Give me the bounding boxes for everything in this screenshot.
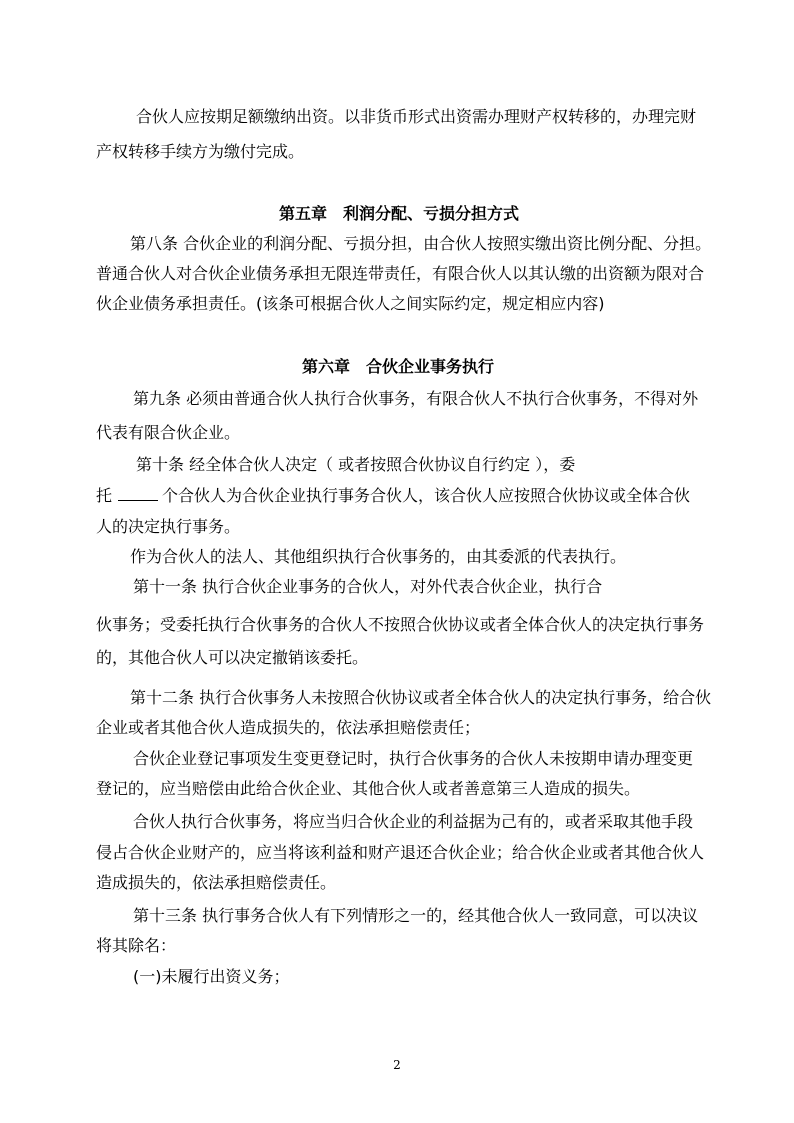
chapter-heading: 第六章 合伙企业事务执行	[302, 357, 495, 376]
paragraph-line: 第十一条 执行合伙企业事务的合伙人，对外代表合伙企业，执行合	[133, 577, 603, 596]
paragraph-line: 人的决定执行事务。	[96, 517, 241, 536]
paragraph-line: 将其除名：	[96, 936, 177, 955]
paragraph-line: 的，其他合伙人可以决定撤销该委托。	[96, 648, 369, 667]
paragraph-line: 合伙人执行合伙事务，将应当归合伙企业的利益据为己有的，或者采取其他手段	[133, 812, 694, 831]
paragraph-line: 造成损失的，依法承担赔偿责任。	[96, 873, 337, 892]
paragraph-line: 伙企业债务承担责任。(该条可根据合伙人之间实际约定，规定相应内容)	[96, 294, 605, 313]
paragraph-line: 企业或者其他合伙人造成损失的，依法承担赔偿责任；	[96, 718, 481, 737]
paragraph-line: 普通合伙人对合伙企业债务承担无限连带责任，有限合伙人以其认缴的出资额为限对合	[96, 264, 705, 283]
paragraph-line: (一)未履行出资义务；	[133, 967, 290, 986]
paragraph-line	[96, 486, 690, 506]
paragraph-line: 代表有限合伙企业。	[96, 423, 241, 442]
line-text: 托	[96, 486, 113, 505]
paragraph-line: 第九条 必须由普通合伙人执行合伙事务，有限合伙人不执行合伙事务，不得对外	[133, 389, 699, 408]
paragraph-line: 作为合伙人的法人、其他组织执行合伙事务的，由其委派的代表执行。	[130, 547, 627, 566]
paragraph-line: 伙事务；受委托执行合伙事务的合伙人不按照合伙协议或者全体合伙人的决定执行事务	[96, 615, 705, 634]
paragraph-line: 第十二条 执行合伙事务人未按照合伙协议或者全体合伙人的决定执行事务，给合伙	[130, 688, 712, 707]
fill-in-blank	[118, 486, 158, 501]
paragraph-line: 合伙人应按期足额缴纳出资。以非货币形式出资需办理财产权转移的，办理完财	[136, 107, 697, 126]
paragraph-line: 登记的，应当赔偿由此给合伙企业、其他合伙人或者善意第三人造成的损失。	[96, 779, 641, 798]
page-number: 2	[393, 1058, 401, 1072]
paragraph-line: 第十三条 执行事务合伙人有下列情形之一的，经其他合伙人一致同意，可以决议	[133, 906, 699, 925]
paragraph-line: 第十条 经全体合伙人决定（ 或者按照合伙协议自行约定 ），委	[136, 455, 576, 474]
paragraph-line: 侵占合伙企业财产的，应当将该利益和财产退还合伙企业；给合伙企业或者其他合伙人	[96, 843, 705, 862]
line-text: 个合伙人为合伙企业执行事务合伙人，该合伙人应按照合伙协议或全体合伙	[162, 486, 691, 505]
paragraph-line: 产权转移手续方为缴付完成。	[96, 142, 305, 161]
paragraph-line: 第八条 合伙企业的利润分配、亏损分担，由合伙人按照实缴出资比例分配、分担。	[130, 234, 712, 253]
chapter-heading: 第五章 利润分配、亏损分担方式	[279, 204, 520, 223]
paragraph-line: 合伙企业登记事项发生变更登记时，执行合伙事务的合伙人未按期申请办理变更	[133, 749, 694, 768]
